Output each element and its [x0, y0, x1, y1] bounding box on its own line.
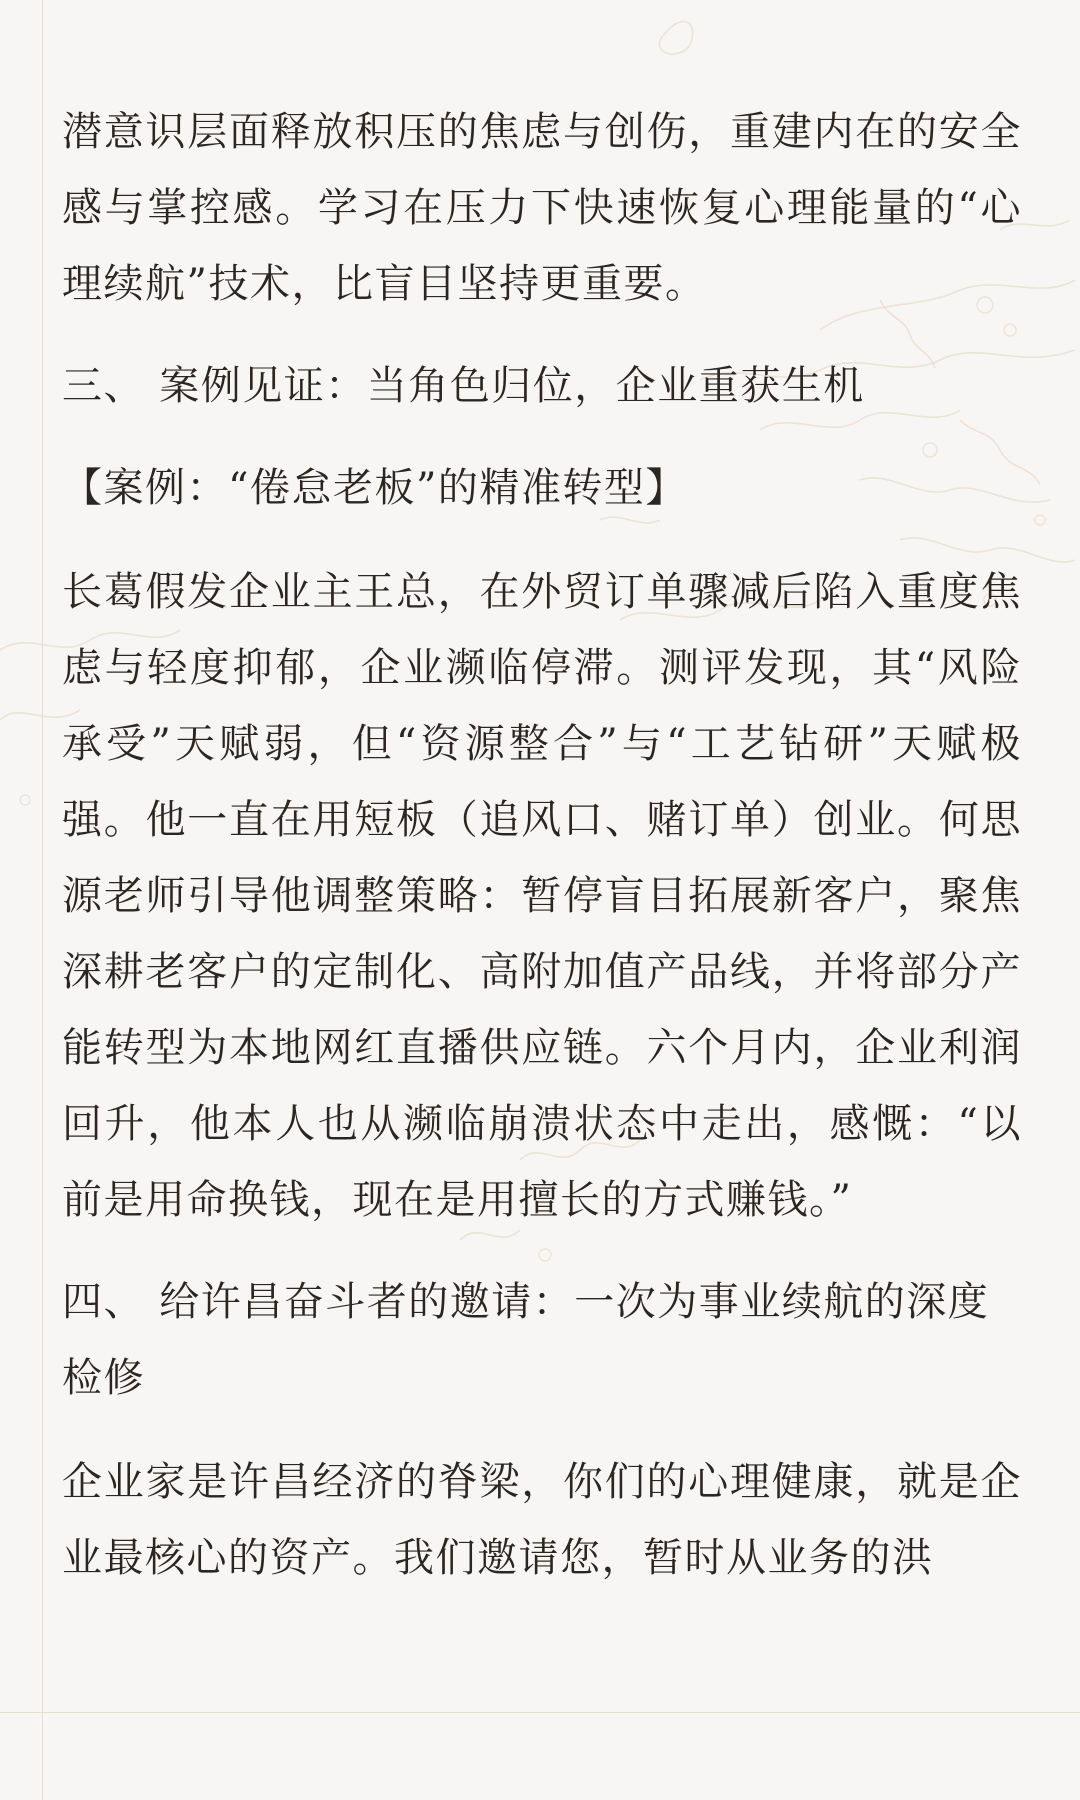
section-four-heading: 四、 给许昌奋斗者的邀请：一次为事业续航的深度检修	[62, 1279, 990, 1401]
intro-paragraph: 潜意识层面释放积压的焦虑与创伤，重建内在的安全感与掌控感。学习在压力下快速恢复心理能量的“心理续航”技术，比盲目坚持更重要。	[62, 109, 1022, 307]
closing-paragraph: 企业家是许昌经济的脊梁，你们的心理健康，就是企业最核心的资产。我们邀请您，暂时从业务的洪	[62, 1459, 1022, 1581]
case-title: 【案例：“倦怠老板”的精准转型】	[62, 465, 687, 511]
left-margin-line	[42, 0, 43, 1800]
section-three-heading: 三、 案例见证：当角色归位，企业重获生机	[62, 363, 865, 409]
bottom-divider	[0, 1712, 1080, 1713]
article-body	[62, 94, 1022, 1596]
case-paragraph: 长葛假发企业主王总，在外贸订单骤减后陷入重度焦虑与轻度抑郁，企业濒临停滞。测评发现，其“风险承受”天赋弱，但“资源整合”与“工艺钻研”天赋极强。他一直在用短板（追风口、赌订单）创业。何思源老师引导他调整策略：暂停盲目拓展新客户，聚焦深耕老客户的定制化、高附加值产品线，并将部分产能转型为本地网红直播供应链。六个月内，企业利润回升，他本人也从濒临崩溃状态中走出，感慨：“以前是用命换钱，现在是用擅长的方式赚钱。”	[62, 569, 1022, 1223]
